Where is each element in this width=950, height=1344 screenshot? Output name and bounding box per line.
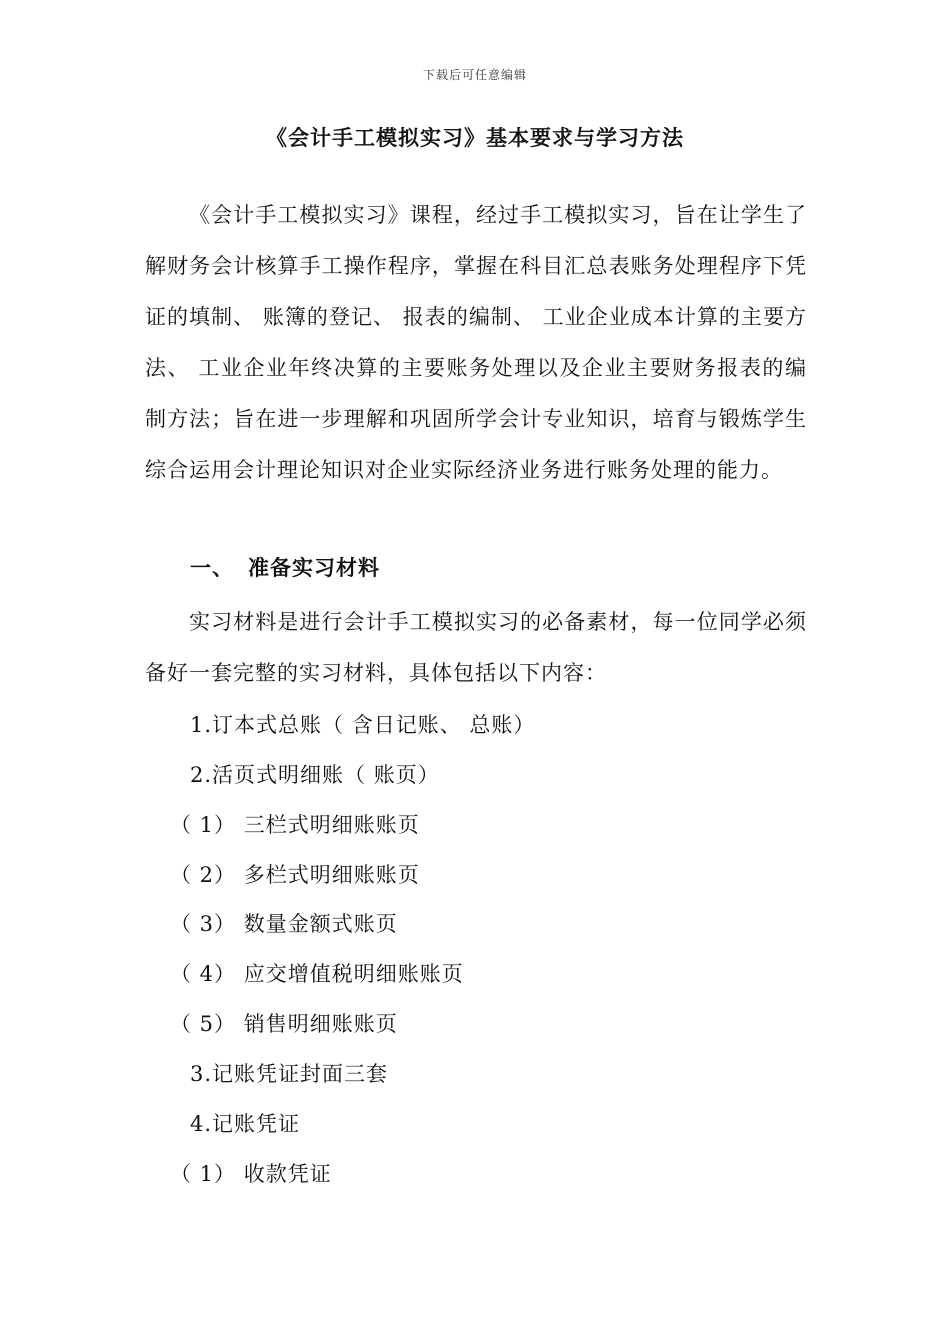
list-item: （ 1） 三栏式明细账账页 [170, 813, 420, 837]
list-item: 1.订本式总账（ 含日记账、 总账） [190, 713, 536, 737]
section-paragraph: 实习材料是进行会计手工模拟实习的必备素材，每一位同学必须备好一套完整的实习材料，具体包括以下内容： [145, 610, 807, 685]
list-item: 4.记账凭证 [190, 1112, 301, 1136]
header-note: 下载后可任意编辑 [422, 68, 527, 82]
intro-paragraph: 《会计手工模拟实习》课程，经过手工模拟实习，旨在让学生了解财务会计核算手工操作程序，掌握在科目汇总表账务处理程序下凭证的填制、 账簿的登记、 报表的编制、 工业企业成本计算的主要方法、 工业企业年终决算的主要账务处理以及企业主要财务报表的编制方法；旨在进一步理解和巩固所学会计专业知识，培育与锻炼学生综合运用会计理论知识对企业实际经济业务进行账务处理的能力。 [145, 203, 807, 482]
list-item: 2.活页式明细账（ 账页） [190, 763, 440, 787]
section-heading [190, 552, 380, 582]
list-item: 3.记账凭证封面三套 [190, 1062, 389, 1086]
document-title: 《会计手工模拟实习》基本要求与学习方法 [266, 125, 684, 150]
list-item: （ 2） 多栏式明细账账页 [170, 863, 420, 887]
section-number: 一、 [190, 555, 234, 580]
list-item: （ 1） 收款凭证 [170, 1162, 332, 1186]
list-item: （ 4） 应交增值税明细账账页 [170, 962, 464, 986]
list-item: （ 3） 数量金额式账页 [170, 912, 398, 936]
section-heading-text: 准备实习材料 [248, 555, 380, 580]
list-item: （ 5） 销售明细账账页 [170, 1012, 398, 1036]
